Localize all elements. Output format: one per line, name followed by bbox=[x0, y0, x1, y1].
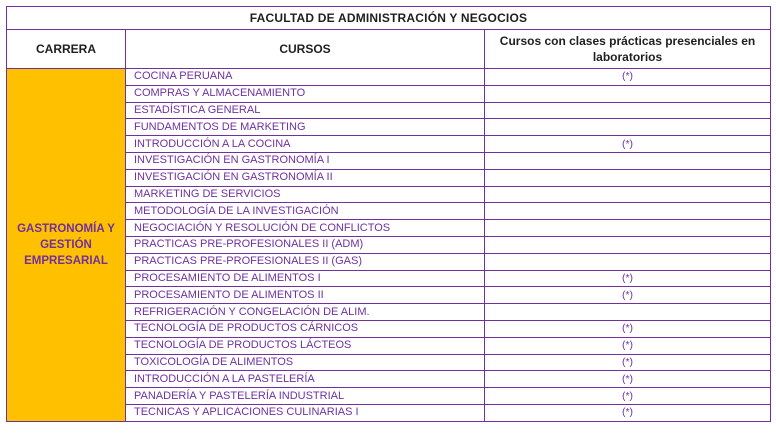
practical-mark: (*) bbox=[485, 337, 771, 354]
practical-mark bbox=[485, 85, 771, 102]
course-name: PANADERÍA Y PASTELERÍA INDUSTRIAL bbox=[126, 388, 485, 405]
courses-header: CURSOS bbox=[126, 30, 485, 69]
practical-mark: (*) bbox=[485, 287, 771, 304]
practical-mark bbox=[485, 253, 771, 270]
course-name: MARKETING DE SERVICIOS bbox=[126, 186, 485, 203]
practical-mark bbox=[485, 119, 771, 136]
practical-mark bbox=[485, 186, 771, 203]
title-row bbox=[7, 7, 771, 30]
course-name: TECNICAS Y APLICACIONES CULINARIAS I bbox=[126, 404, 485, 421]
practical-mark bbox=[485, 220, 771, 237]
course-name: INVESTIGACIÓN EN GASTRONOMÍA II bbox=[126, 169, 485, 186]
career-header: CARRERA bbox=[7, 30, 126, 69]
course-name: PROCESAMIENTO DE ALIMENTOS I bbox=[126, 270, 485, 287]
courses-table-container bbox=[6, 6, 771, 422]
practical-mark: (*) bbox=[485, 69, 771, 86]
course-name: TECNOLOGÍA DE PRODUCTOS LÁCTEOS bbox=[126, 337, 485, 354]
practical-mark bbox=[485, 304, 771, 321]
practical-mark: (*) bbox=[485, 320, 771, 337]
course-name: TECNOLOGÍA DE PRODUCTOS CÁRNICOS bbox=[126, 320, 485, 337]
courses-body bbox=[7, 69, 771, 422]
course-name: ESTADÍSTICA GENERAL bbox=[126, 102, 485, 119]
practical-mark: (*) bbox=[485, 371, 771, 388]
practical-mark: (*) bbox=[485, 388, 771, 405]
course-name: INTRODUCCIÓN A LA COCINA bbox=[126, 136, 485, 153]
practical-mark bbox=[485, 169, 771, 186]
practical-mark bbox=[485, 236, 771, 253]
course-name: NEGOCIACIÓN Y RESOLUCIÓN DE CONFLICTOS bbox=[126, 220, 485, 237]
header-row bbox=[7, 30, 771, 69]
practical-mark: (*) bbox=[485, 270, 771, 287]
course-name: INVESTIGACIÓN EN GASTRONOMÍA I bbox=[126, 152, 485, 169]
practical-mark bbox=[485, 102, 771, 119]
practical-mark: (*) bbox=[485, 136, 771, 153]
course-name: TOXICOLOGÍA DE ALIMENTOS bbox=[126, 354, 485, 371]
course-name: FUNDAMENTOS DE MARKETING bbox=[126, 119, 485, 136]
course-name: METODOLOGÍA DE LA INVESTIGACIÓN bbox=[126, 203, 485, 220]
practical-mark bbox=[485, 152, 771, 169]
table-row bbox=[7, 69, 771, 86]
course-name: INTRODUCCIÓN A LA PASTELERÍA bbox=[126, 371, 485, 388]
career-name: GASTRONOMÍA Y GESTIÓN EMPRESARIAL bbox=[7, 69, 126, 422]
course-name: PROCESAMIENTO DE ALIMENTOS II bbox=[126, 287, 485, 304]
faculty-title: FACULTAD DE ADMINISTRACIÓN Y NEGOCIOS bbox=[7, 7, 771, 30]
course-name: COMPRAS Y ALMACENAMIENTO bbox=[126, 85, 485, 102]
practical-mark: (*) bbox=[485, 404, 771, 421]
course-name: REFRIGERACIÓN Y CONGELACIÓN DE ALIM. bbox=[126, 304, 485, 321]
course-name: COCINA PERUANA bbox=[126, 69, 485, 86]
course-name: PRACTICAS PRE-PROFESIONALES II (GAS) bbox=[126, 253, 485, 270]
course-name: PRACTICAS PRE-PROFESIONALES II (ADM) bbox=[126, 236, 485, 253]
practical-mark: (*) bbox=[485, 354, 771, 371]
practical-header: Cursos con clases prácticas presenciales en laboratorios bbox=[485, 30, 771, 69]
practical-mark bbox=[485, 203, 771, 220]
courses-table bbox=[6, 6, 771, 422]
